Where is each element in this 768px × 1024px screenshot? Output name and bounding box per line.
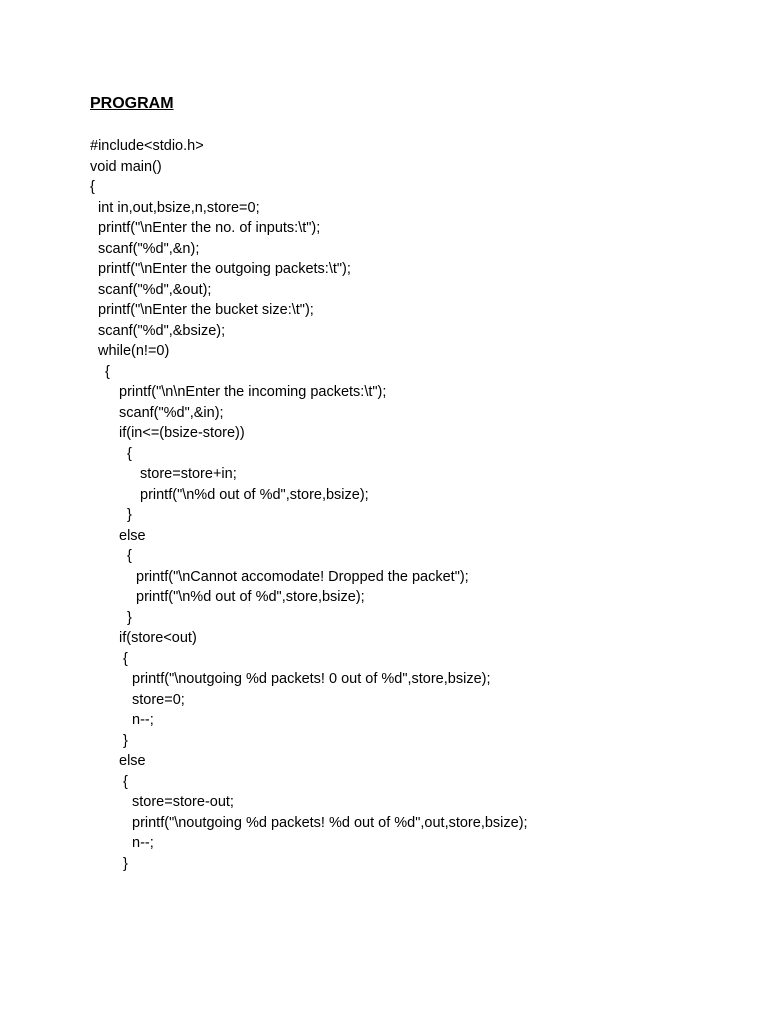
code-line: store=store+in; [140,466,237,482]
code-line: if(in<=(bsize-store)) [119,425,245,441]
page-heading: PROGRAM [90,95,174,112]
code-line: printf("\nEnter the bucket size:\t"); [98,302,314,318]
code-line: printf("\n\nEnter the incoming packets:\t"); [119,384,387,400]
code-line: scanf("%d",&n); [98,240,200,257]
code-line: printf("\n%d out of %d",store,bsize); [136,589,365,605]
code-line: { [123,773,128,790]
code-block [90,136,528,874]
code-line: { [123,650,128,667]
code-line: { [127,548,132,564]
code-line: store=0; [132,691,185,708]
code-line: { [127,445,132,462]
code-line: } [127,507,132,523]
code-line: } [123,855,128,872]
code-line: else [119,527,146,544]
code-line: } [123,732,128,749]
code-line: int in,out,bsize,n,store=0; [98,199,260,216]
code-line: n--; [132,712,154,728]
code-line: printf("\noutgoing %d packets! 0 out of %d",store,bsize); [132,671,491,687]
code-line: scanf("%d",&bsize); [98,322,226,339]
code-line: scanf("%d",&in); [119,404,224,421]
code-line: { [90,179,95,195]
code-line: printf("\nEnter the no. of inputs:\t"); [98,220,321,236]
code-line: else [119,753,146,769]
code-line: { [105,363,110,380]
code-line: } [127,609,132,626]
code-line: printf("\noutgoing %d packets! %d out of %d",out,store,bsize); [132,814,528,831]
code-line: store=store-out; [132,794,234,810]
code-line: scanf("%d",&out); [98,281,212,298]
code-line: printf("\nCannot accomodate! Dropped the packet"); [136,568,469,585]
code-line: printf("\n%d out of %d",store,bsize); [140,486,369,503]
code-line: void main() [90,158,162,175]
code-line: while(n!=0) [98,343,170,359]
code-line: if(store<out) [119,630,197,646]
code-line: #include<stdio.h> [90,138,204,154]
code-line: n--; [132,835,154,851]
code-line: printf("\nEnter the outgoing packets:\t"); [98,261,351,277]
